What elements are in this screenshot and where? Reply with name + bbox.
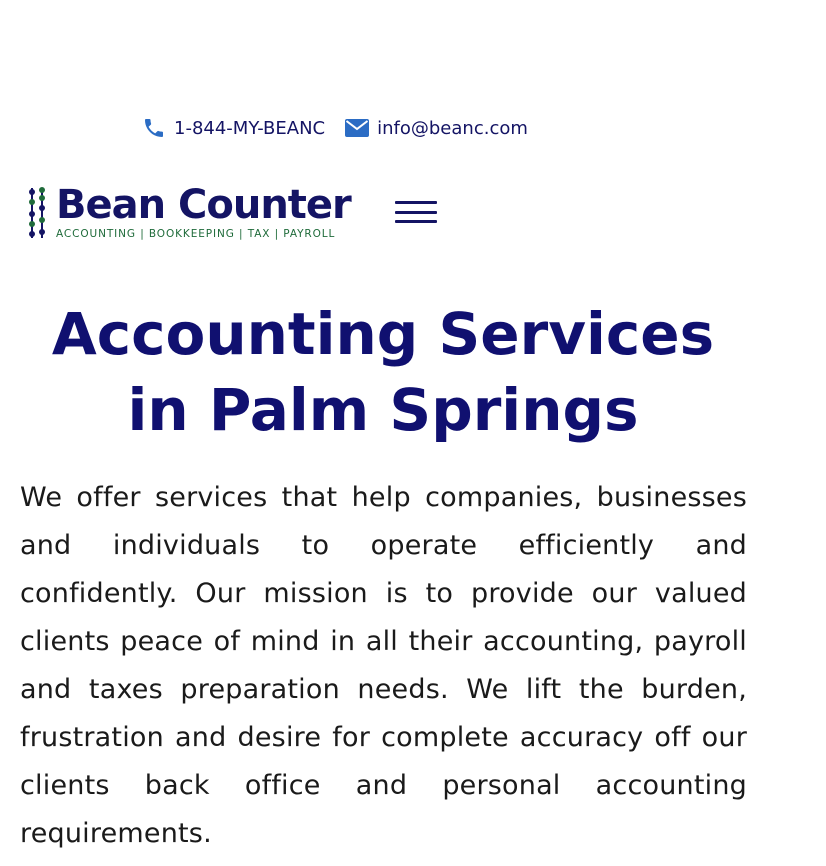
hamburger-menu-icon[interactable] <box>395 195 437 229</box>
abacus-logo-icon <box>28 186 50 240</box>
phone-number: 1-844-MY-BEANC <box>174 117 326 139</box>
menu-bar-middle <box>395 211 437 214</box>
site-header <box>28 184 437 240</box>
logo[interactable] <box>28 184 351 240</box>
contact-bar <box>142 116 528 140</box>
logo-text <box>56 184 351 240</box>
envelope-icon <box>345 118 369 138</box>
intro-paragraph: We offer services that help companies, businesses and individuals to operate efficiently and confidently. Our mission is to provide our valued clients peace of mind in all their accounting, payroll and taxes preparation needs. We lift the burden, frustration and desire for complete accuracy off our clients back office and personal accounting requirements. <box>20 482 747 849</box>
page-title: Accounting Services in Palm Springs <box>51 300 715 444</box>
email-link[interactable] <box>345 118 528 139</box>
brand-tagline: ACCOUNTING | BOOKKEEPING | TAX | PAYROLL <box>56 228 336 240</box>
brand-name: Bean Counter <box>56 182 351 228</box>
menu-bar-bottom <box>395 220 437 223</box>
phone-icon <box>142 116 166 140</box>
menu-bar-top <box>395 201 437 204</box>
phone-link[interactable] <box>142 116 325 140</box>
email-address: info@beanc.com <box>377 117 528 139</box>
